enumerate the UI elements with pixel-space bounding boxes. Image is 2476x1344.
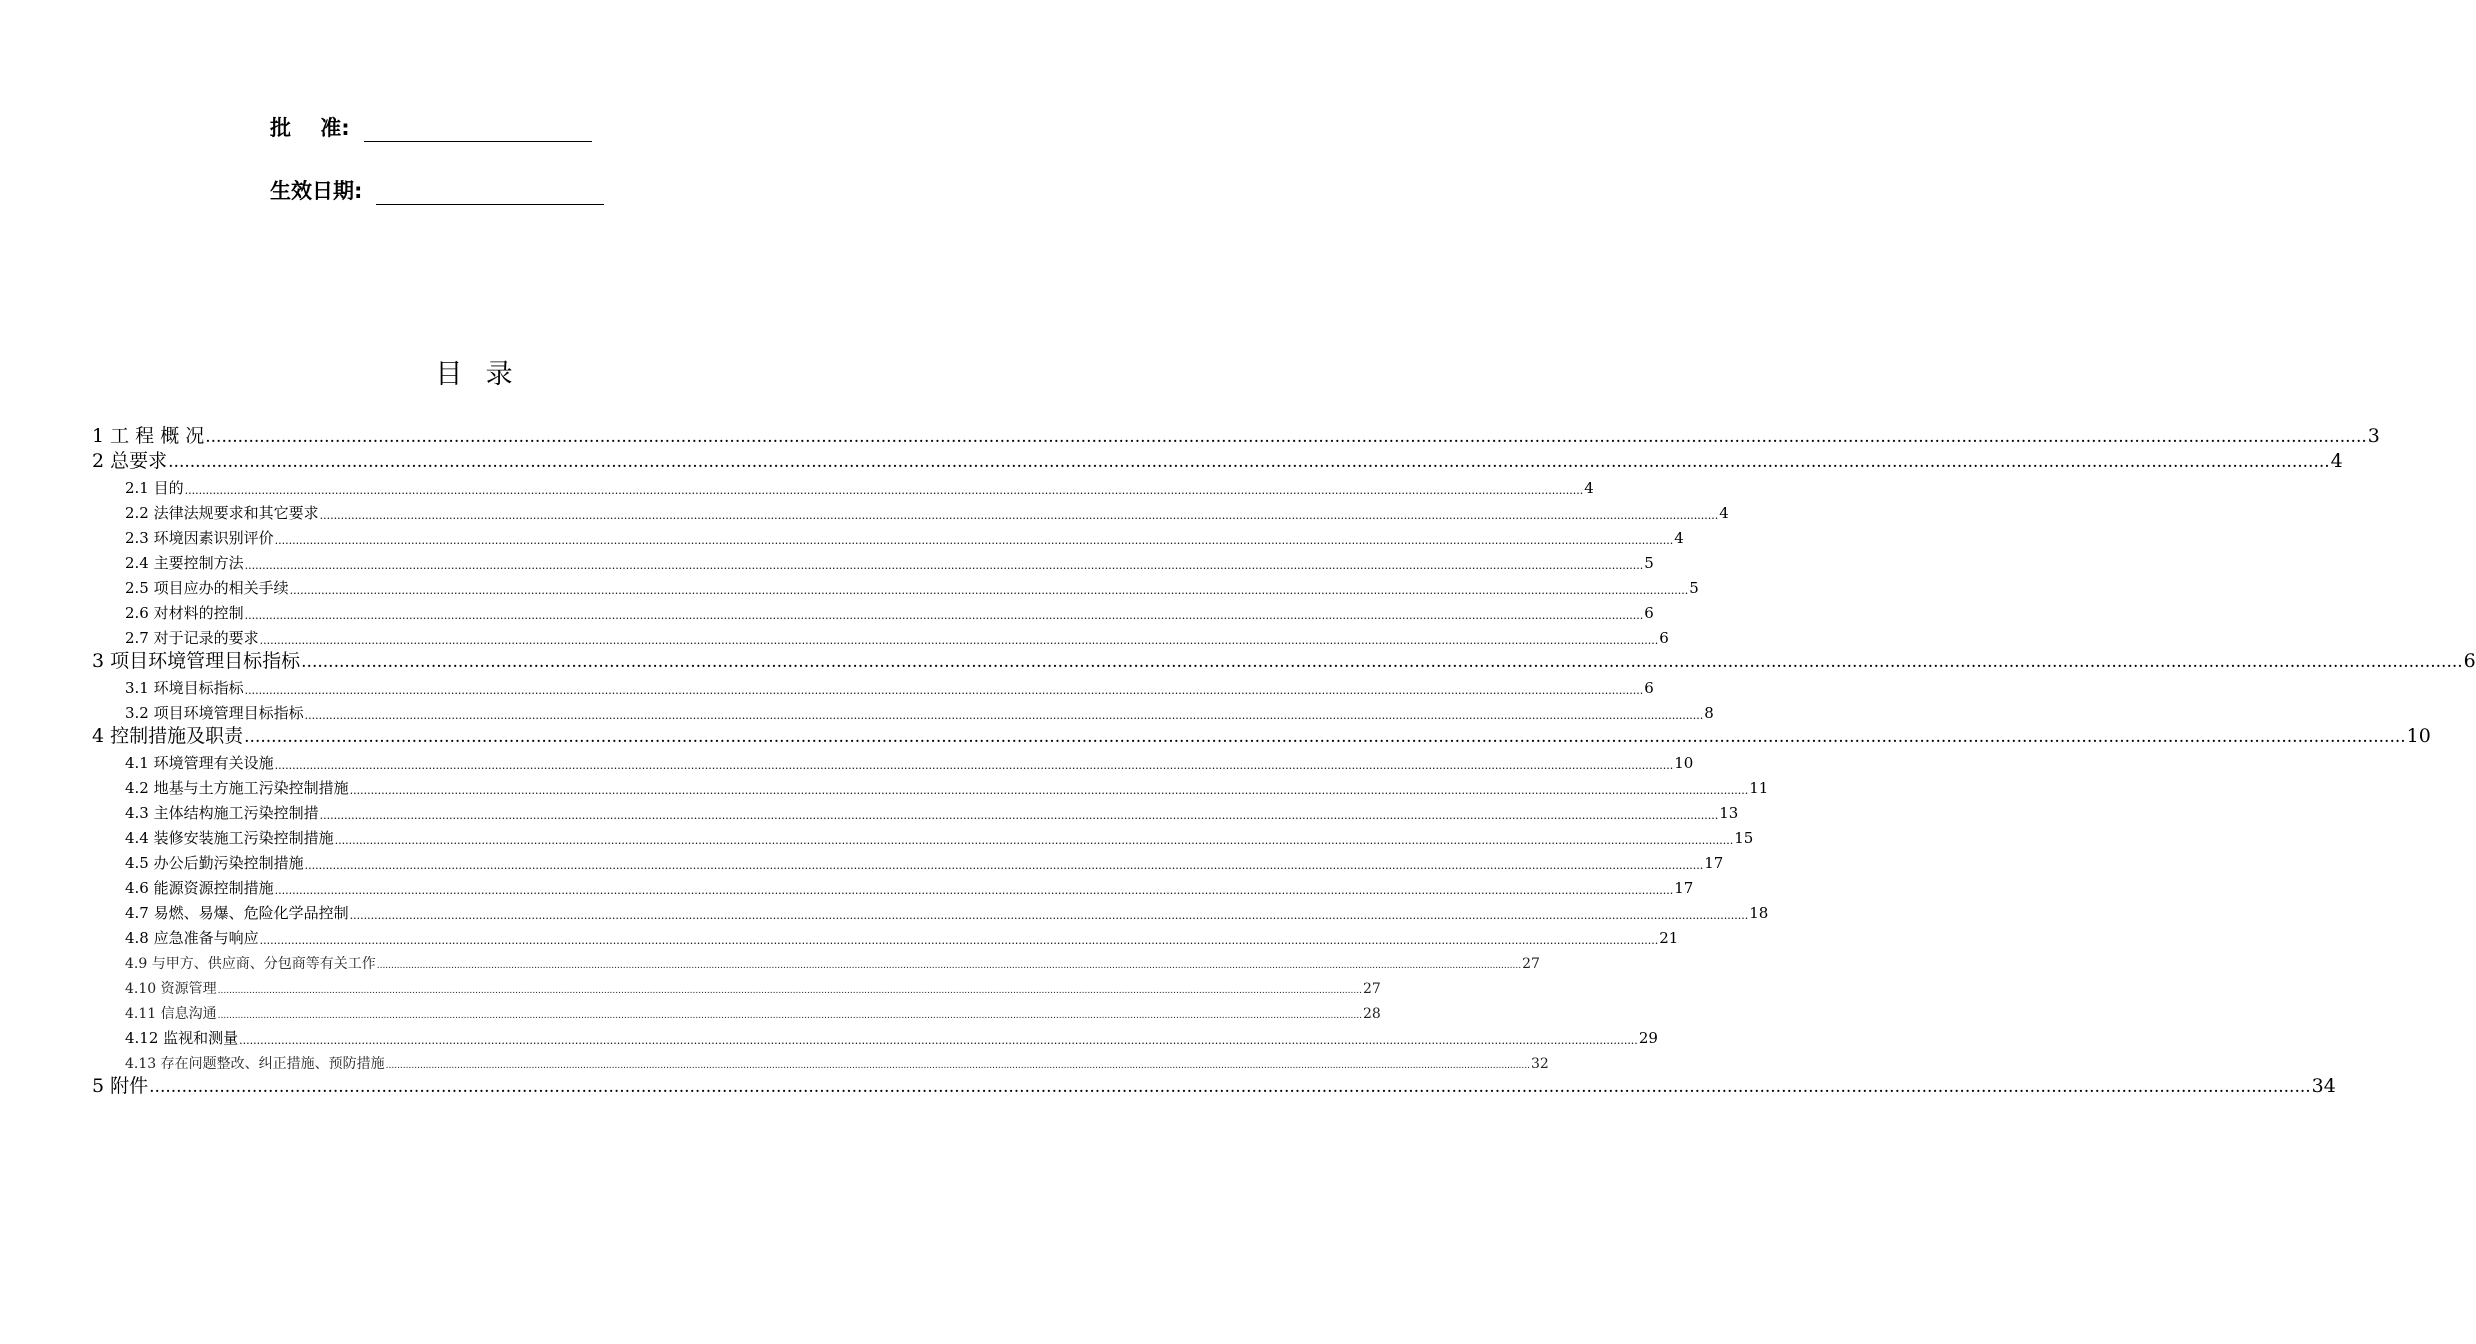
toc-dot-leader: ................................................................................................................................................................................................................................................................................................................................................................................................................ bbox=[239, 1034, 1638, 1047]
toc-dot-leader: ................................................................................................................................................................................................................................................................................................................................................................................................................ bbox=[259, 934, 1659, 947]
toc-entry[interactable] bbox=[92, 821, 1754, 847]
toc-entry-label: 4.3 主体结构施工污染控制措 bbox=[125, 804, 319, 822]
toc-dot-leader: ................................................................................................................................................................................................................................................................................................................................................................................................................ bbox=[205, 427, 2367, 447]
toc-entry[interactable] bbox=[92, 521, 1684, 547]
toc-dot-leader: ................................................................................................................................................................................................................................................................................................................................................................................................................ bbox=[289, 584, 1689, 597]
toc-entry[interactable] bbox=[92, 496, 1729, 522]
toc-page-number: 3 bbox=[2367, 425, 2380, 447]
toc-dot-leader: ................................................................................................................................................................................................................................................................................................................................................................................................................ bbox=[149, 1077, 2311, 1097]
toc-title: 目 录 bbox=[435, 359, 515, 390]
toc-dot-leader: ................................................................................................................................................................................................................................................................................................................................................................................................................ bbox=[304, 859, 1704, 872]
toc-entry[interactable] bbox=[92, 621, 1669, 647]
toc-entry[interactable] bbox=[92, 1071, 2336, 1097]
toc-dot-leader: ................................................................................................................................................................................................................................................................................................................................................................................................................ bbox=[319, 509, 1719, 522]
toc-page-number: 15 bbox=[1734, 829, 1754, 847]
approve-signature-line bbox=[364, 117, 592, 142]
toc-page-number: 29 bbox=[1638, 1029, 1658, 1047]
toc-entry[interactable] bbox=[92, 596, 1654, 622]
toc-page-number: 6 bbox=[2463, 650, 2476, 672]
toc-entry-label: 2.4 主要控制方法 bbox=[125, 554, 244, 572]
toc-entry-label: 5 附件 bbox=[92, 1075, 149, 1097]
toc-entry-label: 4.7 易燃、易爆、危险化学品控制 bbox=[125, 904, 349, 922]
toc-page-number: 10 bbox=[1674, 754, 1694, 772]
toc-entry-label: 4.2 地基与土方施工污染控制措施 bbox=[125, 779, 349, 797]
toc-page-number: 28 bbox=[1362, 1006, 1381, 1022]
toc-page-number: 18 bbox=[1749, 904, 1769, 922]
effective-date-label: 生效日期: bbox=[270, 179, 363, 203]
toc-dot-leader: ................................................................................................................................................................................................................................................................................................................................................................................................................ bbox=[319, 809, 1719, 822]
toc-entry[interactable] bbox=[92, 971, 1381, 997]
toc-dot-leader: ................................................................................................................................................................................................................................................................................................................................................................................................................ bbox=[385, 1061, 1530, 1071]
toc-page-number: 5 bbox=[1689, 579, 1699, 597]
toc-entry[interactable] bbox=[92, 921, 1679, 947]
toc-dot-leader: ................................................................................................................................................................................................................................................................................................................................................................................................................ bbox=[244, 684, 1644, 697]
toc-dot-leader: ................................................................................................................................................................................................................................................................................................................................................................................................................ bbox=[217, 1011, 1362, 1021]
toc-entry-label: 4.10 资源管理 bbox=[125, 981, 217, 997]
toc-entry[interactable] bbox=[92, 546, 1654, 572]
toc-entry-label: 4 控制措施及职责 bbox=[92, 725, 244, 747]
toc-entry-label: 4.12 监视和测量 bbox=[125, 1029, 239, 1047]
toc-entry-label: 4.1 环境管理有关设施 bbox=[125, 754, 274, 772]
toc-page-number: 32 bbox=[1530, 1056, 1549, 1072]
toc-dot-leader: ................................................................................................................................................................................................................................................................................................................................................................................................................ bbox=[244, 609, 1644, 622]
toc-page-number: 27 bbox=[1522, 956, 1540, 972]
toc-entry-label: 3 项目环境管理目标指标 bbox=[92, 650, 301, 672]
toc-page-number: 11 bbox=[1749, 779, 1769, 797]
toc-page-number: 8 bbox=[1704, 704, 1714, 722]
toc-page-number: 4 bbox=[1584, 479, 1594, 497]
toc-page-number: 5 bbox=[1644, 554, 1654, 572]
toc-entry[interactable] bbox=[92, 946, 1540, 972]
toc-entry[interactable] bbox=[92, 1021, 1658, 1047]
toc-entry-label: 2.6 对材料的控制 bbox=[125, 604, 244, 622]
toc-page-number: 4 bbox=[1674, 529, 1684, 547]
toc-entry-label: 4.9 与甲方、供应商、分包商等有关工作 bbox=[125, 956, 376, 972]
toc-page-number: 13 bbox=[1719, 804, 1739, 822]
toc-entry-label: 2.7 对于记录的要求 bbox=[125, 629, 259, 647]
toc-entry-label: 2.1 目的 bbox=[125, 479, 184, 497]
toc-entry-label: 1 工 程 概 况 bbox=[92, 425, 205, 447]
approve-label: 批 准: bbox=[270, 116, 350, 140]
toc-entry[interactable] bbox=[92, 796, 1739, 822]
toc-dot-leader: ................................................................................................................................................................................................................................................................................................................................................................................................................ bbox=[349, 909, 1749, 922]
toc-entry[interactable] bbox=[92, 1046, 1549, 1072]
toc-entry[interactable] bbox=[92, 421, 2380, 447]
toc-entry[interactable] bbox=[92, 896, 1769, 922]
approval-row bbox=[270, 112, 592, 142]
toc-page-number: 4 bbox=[1719, 504, 1729, 522]
toc-page-number: 21 bbox=[1659, 929, 1679, 947]
toc-entry[interactable] bbox=[92, 771, 1769, 797]
toc-entry-label: 4.4 装修安装施工污染控制措施 bbox=[125, 829, 334, 847]
toc-entry[interactable] bbox=[92, 471, 1594, 497]
toc-page-number: 6 bbox=[1644, 604, 1654, 622]
toc-dot-leader: ................................................................................................................................................................................................................................................................................................................................................................................................................ bbox=[274, 534, 1674, 547]
toc-entry[interactable] bbox=[92, 696, 1714, 722]
toc-page-number: 10 bbox=[2406, 725, 2431, 747]
toc-entry-label: 4.5 办公后勤污染控制措施 bbox=[125, 854, 304, 872]
toc-entry[interactable] bbox=[92, 721, 2431, 747]
toc-entry-label: 2.2 法律法规要求和其它要求 bbox=[125, 504, 319, 522]
toc-dot-leader: ................................................................................................................................................................................................................................................................................................................................................................................................................ bbox=[184, 484, 1584, 497]
toc-dot-leader: ................................................................................................................................................................................................................................................................................................................................................................................................................ bbox=[274, 884, 1674, 897]
toc-dot-leader: ................................................................................................................................................................................................................................................................................................................................................................................................................ bbox=[259, 634, 1659, 647]
toc-entry[interactable] bbox=[92, 446, 2343, 472]
toc-dot-leader: ................................................................................................................................................................................................................................................................................................................................................................................................................ bbox=[301, 652, 2463, 672]
toc-page-number: 4 bbox=[2330, 450, 2343, 472]
toc-entry[interactable] bbox=[92, 846, 1724, 872]
toc-page-number: 6 bbox=[1659, 629, 1669, 647]
effective-date-row bbox=[270, 175, 604, 205]
toc-entry-label: 3.1 环境目标指标 bbox=[125, 679, 244, 697]
toc-page-number: 6 bbox=[1644, 679, 1654, 697]
toc-entry-label: 4.8 应急准备与响应 bbox=[125, 929, 259, 947]
toc-dot-leader: ................................................................................................................................................................................................................................................................................................................................................................................................................ bbox=[274, 759, 1674, 772]
toc-dot-leader: ................................................................................................................................................................................................................................................................................................................................................................................................................ bbox=[376, 961, 1522, 971]
toc-dot-leader: ................................................................................................................................................................................................................................................................................................................................................................................................................ bbox=[349, 784, 1749, 797]
toc-entry[interactable] bbox=[92, 571, 1699, 597]
toc-entry[interactable] bbox=[92, 646, 2476, 672]
toc-dot-leader: ................................................................................................................................................................................................................................................................................................................................................................................................................ bbox=[168, 452, 2330, 472]
toc-page-number: 17 bbox=[1704, 854, 1724, 872]
toc-entry-label: 2.3 环境因素识别评价 bbox=[125, 529, 274, 547]
table-of-contents bbox=[92, 421, 2476, 1097]
toc-dot-leader: ................................................................................................................................................................................................................................................................................................................................................................................................................ bbox=[244, 559, 1644, 572]
toc-entry-label: 2.5 项目应办的相关手续 bbox=[125, 579, 289, 597]
toc-page-number: 17 bbox=[1674, 879, 1694, 897]
toc-dot-leader: ................................................................................................................................................................................................................................................................................................................................................................................................................ bbox=[304, 709, 1704, 722]
toc-entry-label: 4.11 信息沟通 bbox=[125, 1006, 217, 1022]
toc-entry-label: 4.6 能源资源控制措施 bbox=[125, 879, 274, 897]
toc-entry[interactable] bbox=[92, 746, 1694, 772]
toc-page-number: 34 bbox=[2311, 1075, 2336, 1097]
toc-entry-label: 2 总要求 bbox=[92, 450, 168, 472]
toc-dot-leader: ................................................................................................................................................................................................................................................................................................................................................................................................................ bbox=[244, 727, 2406, 747]
effective-date-line bbox=[376, 180, 604, 205]
toc-dot-leader: ................................................................................................................................................................................................................................................................................................................................................................................................................ bbox=[334, 834, 1734, 847]
toc-entry[interactable] bbox=[92, 996, 1381, 1022]
toc-entry-label: 4.13 存在问题整改、纠正措施、预防措施 bbox=[125, 1056, 385, 1072]
toc-entry-label: 3.2 项目环境管理目标指标 bbox=[125, 704, 304, 722]
toc-entry[interactable] bbox=[92, 871, 1694, 897]
toc-entry[interactable] bbox=[92, 671, 1654, 697]
toc-page-number: 27 bbox=[1362, 981, 1381, 997]
toc-dot-leader: ................................................................................................................................................................................................................................................................................................................................................................................................................ bbox=[217, 986, 1362, 996]
